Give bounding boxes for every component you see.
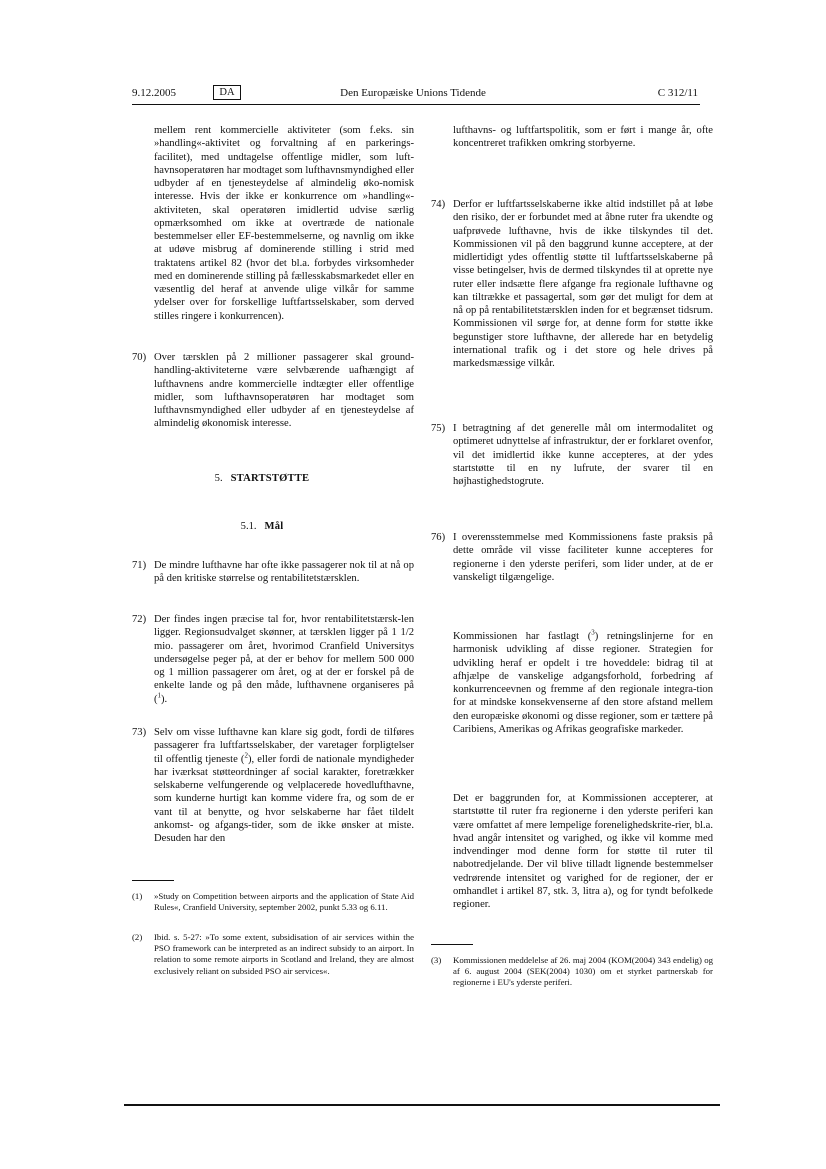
paragraph-number: 76) [431, 532, 446, 543]
paragraph-text: Derfor er luftfartsselskaberne ikke altid indstillet på at løbe den risiko, der er forbundet med at åbne ruter fra ukendte og uafprøvede lufthavne, hvis de ikke tilskyndes til det. Kommissionen vil på den baggrund kunne acceptere, at der midlertidigt ydes offentlig støtte til luftfartsselskaberne på visse betingelser, hvis de dermed tilskyndes til at oprette nye ruter eller indsætte flere afgange fra regionale lufthavne og kan tiltrække et passagertal, som gør det muligt for dem at nå op på rentabilitetstærsklen inden for et begrænset tidsrum. Kommissionen vil sørge for, at denne form for støtte ikke begunstiger store lufthavne, der allerede har en betydelig international trafik og i det store og hele drives på markedsmæssige vilkår. [453, 199, 713, 369]
paragraph-background: Det er baggrunden for, at Kommissionen accepterer, at startstøtte til ruter fra regionerne i den yderste periferi kan være omfattet af mere lempelige forenelighedskrite-rier, bl.a. hvad angår intensitet og varighed, og ikke vil komme med indvendinger mod denne form for støtte til ruter til nabotredjelande. Der vil blive tilladt lignende bestemmelser vedrørende intensitet og varighed for de regioner, der er omhandlet i artikel 87, stk. 3, litra a), og for tyndt befolkede regioner. [453, 793, 713, 910]
footnote-text: »Study on Competition between airports and the application of State Aid Rules«, Cranfield University, september 2002, punkt 5.33 og 6.11. [154, 891, 414, 913]
header-date: 9.12.2005 [132, 87, 176, 99]
continued-paragraph: mellem rent kommercielle aktiviteter (som f.eks. sin »handling«-aktivitet og forvaltning af en parkerings-facilitet), med undtagelse offentlige midler, som luft-havnsoperatøren har modtaget som lufthavnsmyndighed eller udbyder af en tjenesteydelse af almindelig øko-nomisk interesse. Hvis der ikke er konkurrence om »handling«-aktiviteten, skal operatøren imidlertid udvise særlig opmærksomhed om ikke at overtræde de nationale bestemmelser eller EF-bestemmelserne, og navnlig om ikke at udøve misbrug af dominerende stilling i strid med traktatens artikel 82 (hvor det bl.a. forbydes virksomheder med en dominerende stilling på fællesskabsmarkedet eller en væsentlig del heraf at anvende ulige vilkår for samme ydelser over for forskellige luftfartsselskaber, som derved stilles ringere i konkurrencen). [154, 125, 414, 322]
paragraph-text-end: ). [161, 693, 168, 705]
header-rule [132, 104, 700, 105]
footnote-rule [132, 880, 174, 881]
footnote-rule [431, 944, 473, 945]
footnote-text: Ibid. s. 5-27: »To some extent, subsidisation of air services within the PSO framework can be interpreted as an indirect subsidy to an airport. In relation to some remote airports in Scotland and Ireland, they are almost exclusively reliant on subsided PSO air services«. [154, 932, 414, 976]
footnote-number: (3) [431, 955, 442, 965]
journal-title: Den Europæiske Unions Tidende [340, 87, 486, 99]
paragraph-75 [431, 422, 713, 488]
paragraph-number: 74) [431, 199, 446, 210]
paragraph-number: 72) [132, 614, 147, 625]
paragraph-71 [132, 559, 414, 586]
paragraph-number: 70) [132, 352, 147, 363]
paragraph-text: Selv om visse lufthavne kan klare sig godt, fordi de tilføres passagerer fra luftfartsselskaber, der varetager forpligtelser til offentlig tjeneste ( [154, 727, 414, 765]
paragraph-76 [431, 531, 713, 584]
paragraph-number: 71) [132, 560, 147, 571]
paragraph-73 [132, 726, 414, 845]
subsection-heading [132, 520, 392, 533]
footnote-3 [431, 955, 713, 989]
paragraph-70 [132, 351, 414, 431]
footnote-number: (2) [132, 932, 143, 942]
footnote-number: (1) [132, 891, 143, 901]
paragraph-text: Der findes ingen præcise tal for, hvor rentabilitetstærsk-len ligger. Regionsudvalget skønner, at tærsklen ligger på 1 1/2 mio. passagerer om året, hvorimod Cranfield Universitys undersøgelse peger på, at der er behov for mellem 500 000 og 1 million passagerer om året, og at der er forskel på de enkelte lande og på den måde, lufthavnene organiseres på ( [154, 614, 414, 705]
section-title: STARTSTØTTE [230, 473, 310, 484]
paragraph-strategy [431, 630, 713, 736]
paragraph-72 [132, 613, 414, 706]
paragraph-text: I betragtning af det generelle mål om intermodalitet og optimeret udnyttelse af infrastruktur, der er forklaret ovenfor, vil det imidlertid ikke kunne accepteres, at der ydes startstøtte til en ny lufrute, der svarer til en højhastighedstogrute. [453, 423, 713, 487]
paragraph-74 [431, 198, 713, 370]
subsection-title: Mål [264, 521, 284, 532]
paragraph-text: De mindre lufthavne har ofte ikke passagerer nok til at nå op på den kritiske størrelse og rentabilitetstærsklen. [154, 560, 414, 585]
paragraph-number: 73) [132, 727, 147, 738]
paragraph-text: I overensstemmelse med Kommissionens faste praksis på dette område vil visse faciliteter kunne accepteres for regionerne i den yderste periferi, som lider under, at de er vanskeligt tilgængelige. [453, 532, 713, 583]
footnote-1 [132, 891, 414, 913]
footnote-ref-3[interactable]: 3 [591, 628, 595, 637]
paragraph-text: Kommissionen har fastlagt ( [453, 631, 592, 642]
paragraph-text-end: ) retningslinjerne for en harmonisk udvikling af disse regioner. Strategien for udvikling heraf er opdelt i tre hoveddele: bidrag til at afhjælpe de vanskelige adgangsforhold, forbedring af konkurrenceevnen og fremme af den regionale integra-tion for at mindske konsekvenserne af den store afstand mellem den europæiske økonomi og disse regioner, som er tættere på Caribiens, Amerikas og Afrikas geografiske markeder. [453, 631, 713, 735]
language-badge: DA [213, 85, 241, 100]
paragraph-text-end: ), eller fordi de nationale myndigheder har iværksat støtteordninger af social karakter, foretrækker selskaberne velfungerende og velplacerede hovedlufthavne, som kunderne hurtigt kan komme videre fra, og som de er vant til at benytte, og hvor selskaberne har fået tildelt ankomst- og afgangs-tider, som de ikke ønsker at miste. Desuden har den [154, 753, 414, 844]
footnote-ref-1[interactable]: 1 [157, 690, 162, 699]
paragraph-text: Over tærsklen på 2 millioner passagerer skal ground-handling-aktiviteterne være selvbærende uafhængigt af lufthavnens andre kommercielle indtægter eller offentlige midler, som lufthavnsoperatøren har modtaget som lufthavnsmyndighed eller udbyder af en tjenesteydelse af almindelig økonomisk interesse. [154, 352, 414, 430]
footnote-text: Kommissionen meddelelse af 26. maj 2004 (KOM(2004) 343 endelig) og af 6. august 2004 (SEK(2004) 1030) om et styrket partnerskab for regionerne i EU's yderste periferi. [453, 955, 713, 988]
continued-paragraph: lufthavns- og luftfartspolitik, som er ført i mange år, ofte koncentreret trafikken omkring storbyerne. [453, 125, 713, 150]
section-heading [132, 472, 392, 485]
footnote-2 [132, 932, 414, 977]
subsection-number: 5.1. [240, 521, 257, 532]
section-number: 5. [214, 473, 223, 484]
footer-rule [124, 1104, 720, 1106]
footnote-ref-2[interactable]: 2 [244, 750, 248, 759]
paragraph-number: 75) [431, 423, 446, 434]
page-reference: C 312/11 [657, 87, 698, 99]
